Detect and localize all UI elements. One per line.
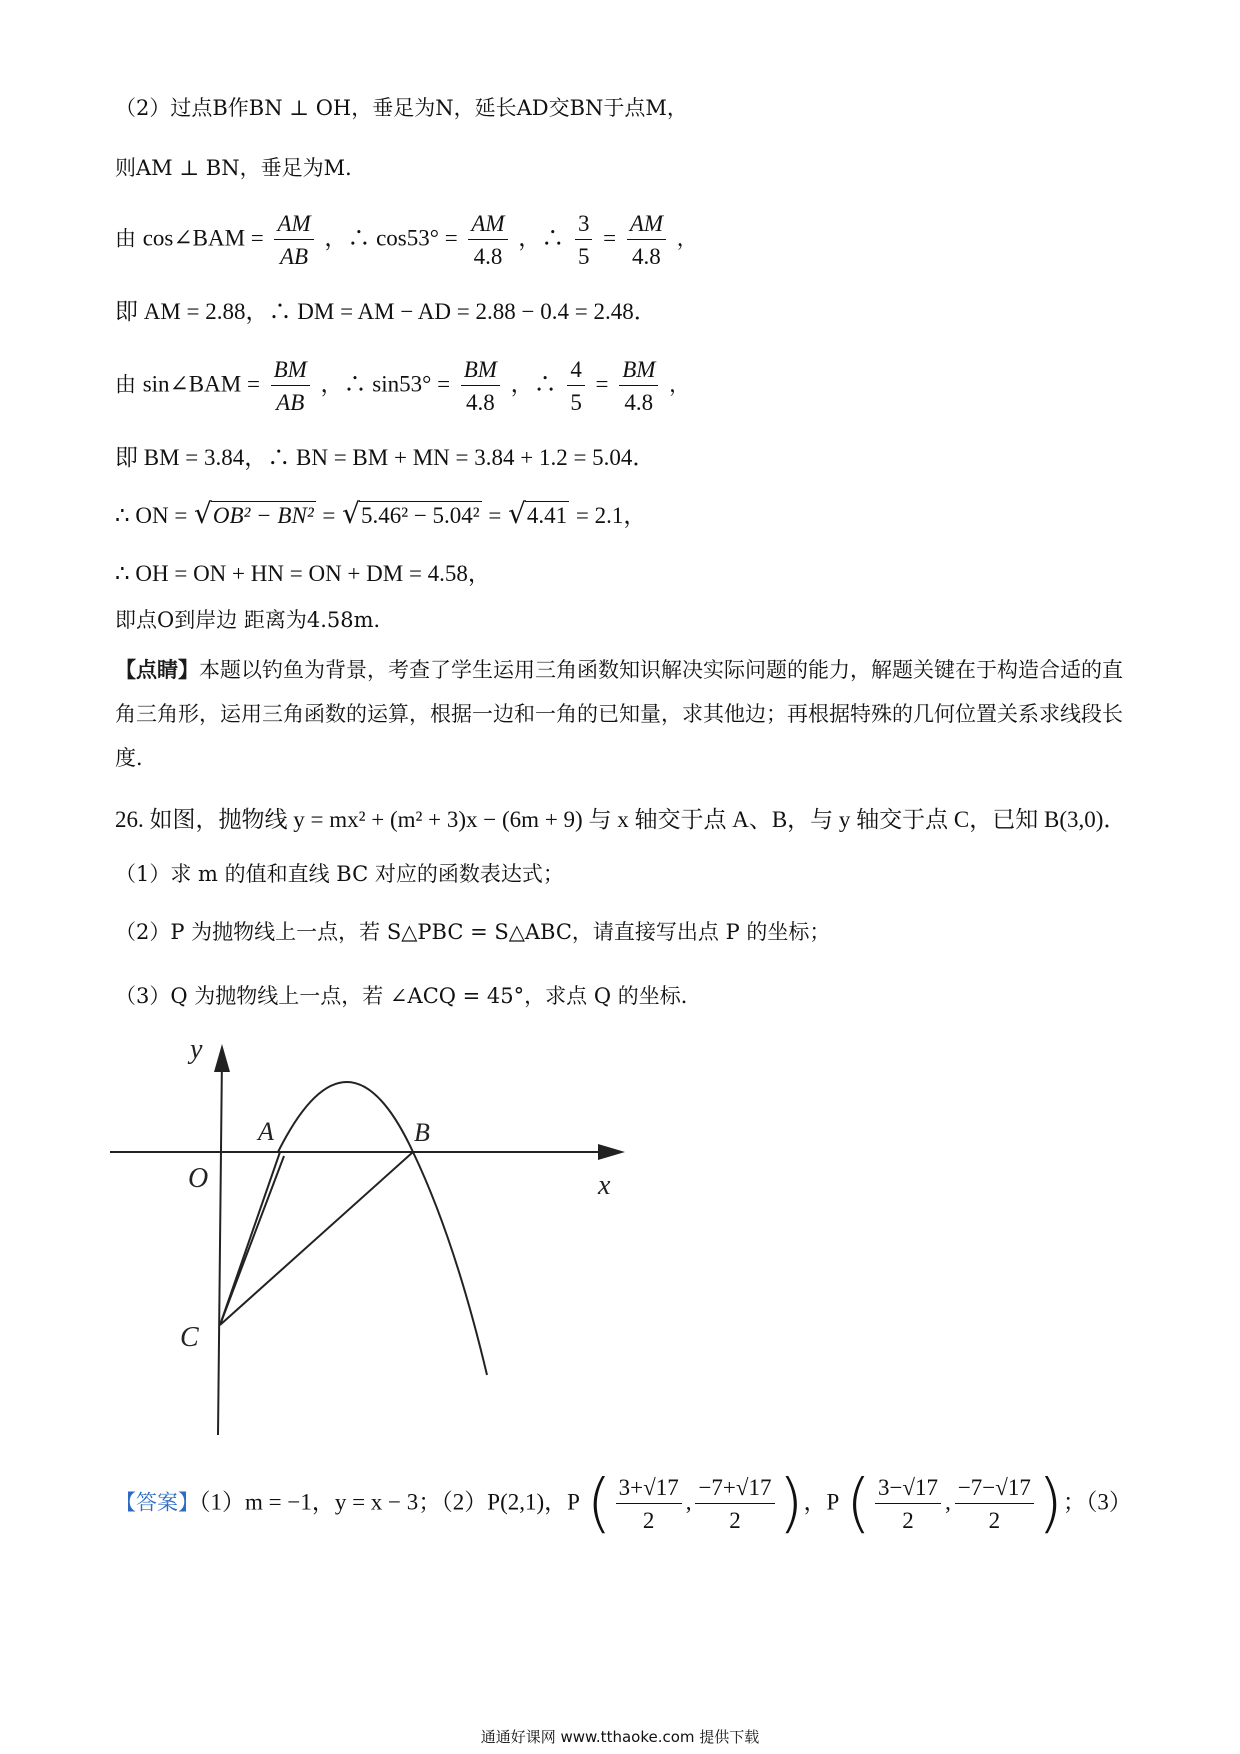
fraction: $\frac{BM}{AB}$ xyxy=(271,358,310,414)
fraction: $\frac{-7+√17}{2}$ xyxy=(695,1476,774,1532)
x-axis-arrow xyxy=(598,1144,625,1160)
point-b-label: B xyxy=(414,1118,430,1147)
note-paragraph: 【点睛】本题以钓鱼为背景，考查了学生运用三角函数知识解决实际问题的能力，解题关键在于构造合适的直角三角形，运用三角函数的运算，根据一边和一角的已知量，求其他边；再根据特殊的几何位置关系求线段长度． xyxy=(115,657,1123,770)
parabola-left-arc xyxy=(282,1093,348,1144)
fraction: $\frac{AM}{AB}$ xyxy=(274,212,313,268)
solution-line-9: 即点O到岸边 距离为4.58m． xyxy=(115,608,395,632)
parabola-curve xyxy=(278,1082,487,1375)
comma: , xyxy=(685,1489,692,1515)
origin-label: O xyxy=(188,1163,209,1194)
y-axis-arrow xyxy=(214,1044,230,1072)
x-axis-label: x xyxy=(598,1170,611,1201)
fraction: $\frac{BM}{4.8}$ xyxy=(461,358,500,414)
solution-line-1: （2）过点B作BN ⊥ OH，垂足为N，延长AD交BN于点M， xyxy=(115,96,688,120)
point-c-label: C xyxy=(180,1322,199,1353)
fraction: $\frac{-7-√17}{2}$ xyxy=(955,1476,1034,1532)
right-paren: ) xyxy=(1037,1467,1063,1541)
page-footer: 通通好课网 www.tthaoke.com 提供下载 xyxy=(480,1728,760,1746)
sqrt-symbol: √ xyxy=(194,497,212,530)
answer-line: 【答案】（1）m = −1，y = x − 3；（2）P(2,1)，P ( $\frac{3+√17}{2}$ , $\frac{-7+√17}{2}$ )，P ( $\frac{3-√17}{2}$ , $\frac{-7-√17}{2}$ )；（3） xyxy=(115,1467,1132,1541)
question-26-part-1: （1）求 m 的值和直线 BC 对应的函数表达式； xyxy=(115,862,564,886)
solution-line-5-sin: 由 sin∠BAM = $\frac{BM}{AB}$ ，∴ sin53° = $\frac{BM}{4.8}$ ，∴ $\frac{4}{5}$ = $\frac{BM}{4.8}$ ， xyxy=(115,357,691,415)
segment-ac-2 xyxy=(220,1156,284,1325)
solution-line-8: ∴ OH = ON + HN = ON + DM = 4.58， xyxy=(115,561,491,586)
fraction: $\frac{4}{5}$ xyxy=(567,358,585,414)
fraction: $\frac{3}{5}$ xyxy=(575,212,593,268)
note-tag: 【点睛】 xyxy=(115,657,199,682)
right-paren: ) xyxy=(778,1467,804,1541)
question-26: 26. 如图，抛物线 y = mx² + (m² + 3)x − (6m + 9) 与 x 轴交于点 A、B，与 y 轴交于点 C，已知 B(3,0)． xyxy=(115,807,1127,832)
y-axis xyxy=(218,1055,222,1435)
fraction: $\frac{BM}{4.8}$ xyxy=(619,358,658,414)
solution-line-4: 即 AM = 2.88，∴ DM = AM − AD = 2.88 − 0.4 = 2.48． xyxy=(115,299,657,324)
solution-line-3-cos: 由 cos∠BAM = $\frac{AM}{AB}$ ，∴ cos53° = $\frac{AM}{4.8}$ ，∴ $\frac{3}{5}$ = $\frac{AM}{4.8}$ ， xyxy=(115,211,698,269)
question-26-part-3: （3）Q 为抛物线上一点，若 ∠ACQ = 45°，求点 Q 的坐标． xyxy=(115,984,702,1008)
solution-line-2: 则AM ⊥ BN，垂足为M． xyxy=(115,156,367,180)
left-paren: ( xyxy=(845,1467,871,1541)
sqrt-symbol: √ xyxy=(342,497,360,530)
fraction: $\frac{AM}{4.8}$ xyxy=(468,212,507,268)
fraction: $\frac{3-√17}{2}$ xyxy=(875,1476,941,1532)
fraction: $\frac{AM}{4.8}$ xyxy=(627,212,666,268)
answer-tag: 【答案】 xyxy=(115,1490,199,1515)
solution-line-6: 即 BM = 3.84，∴ BN = BM + MN = 3.84 + 1.2 = 5.04． xyxy=(115,445,656,470)
question-26-part-2: （2）P 为抛物线上一点，若 S△PBC = S△ABC，请直接写出点 P 的坐标； xyxy=(115,920,831,944)
left-paren: ( xyxy=(586,1467,612,1541)
solution-line-7-sqrt: ∴ ON = √OB² − BN² = √5.46² − 5.04² = √4.41 = 2.1， xyxy=(115,497,647,530)
fraction: $\frac{3+√17}{2}$ xyxy=(616,1476,682,1532)
y-axis-label: y xyxy=(190,1034,203,1065)
comma: , xyxy=(945,1489,951,1515)
sqrt-symbol: √ xyxy=(508,497,526,530)
point-a-label: A xyxy=(258,1117,274,1146)
